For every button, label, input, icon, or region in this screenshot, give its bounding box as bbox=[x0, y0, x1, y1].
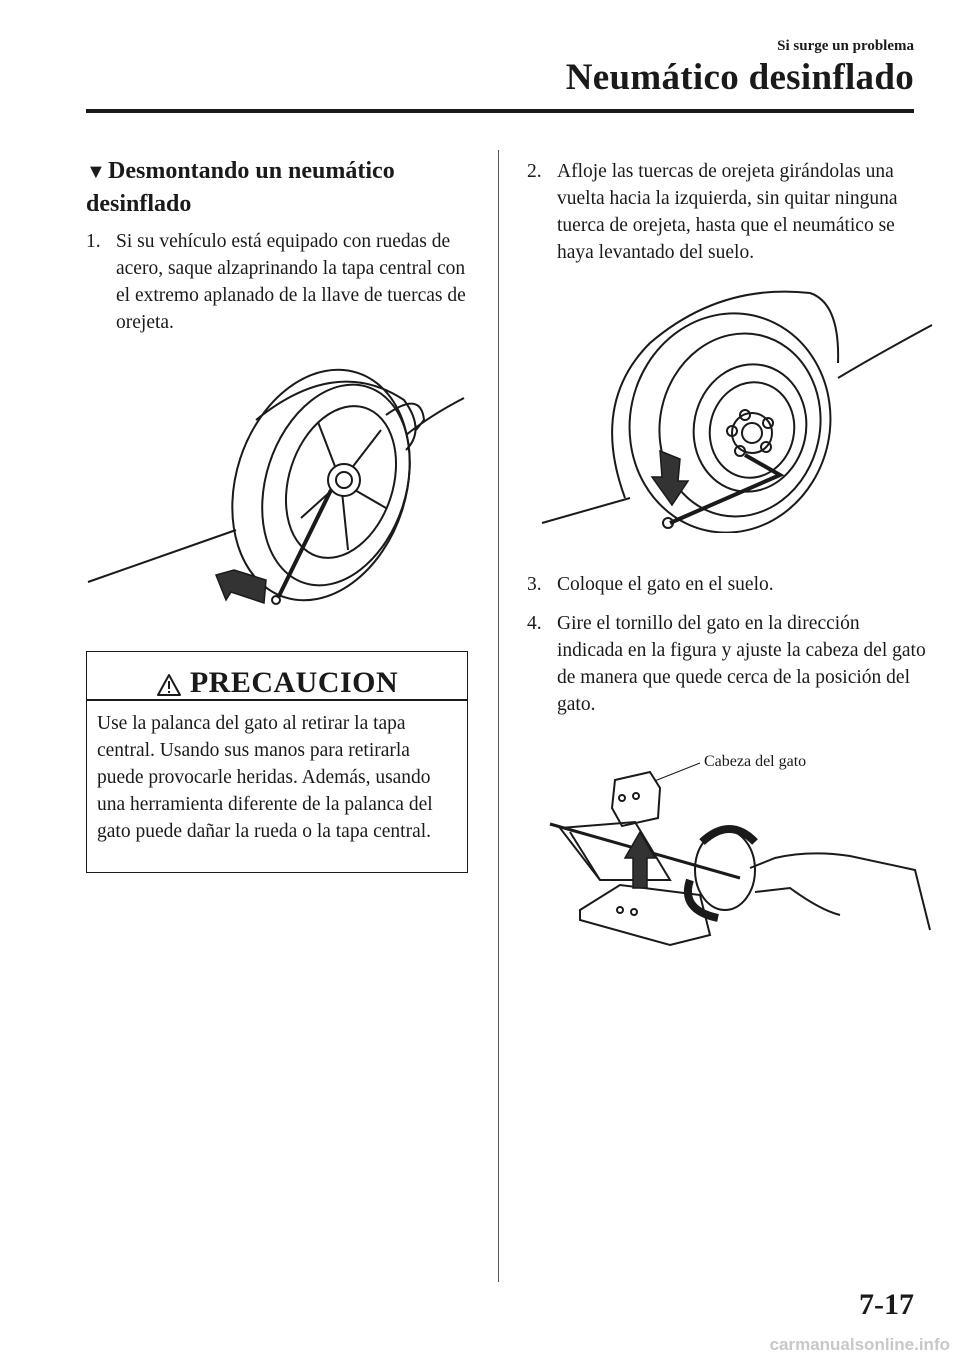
column-divider bbox=[498, 150, 499, 1282]
caution-text: Use la palanca del gato al retirar la tapa central. Usando sus manos para retirarla puede provocarle heridas. Además, usando una herramienta diferente de la palanca del gato puede dañar la rueda o la tapa central. bbox=[97, 713, 433, 842]
section-heading bbox=[86, 155, 466, 220]
jack-head-label: Cabeza del gato bbox=[704, 753, 807, 770]
step-4-number: 4. bbox=[527, 613, 542, 634]
down-triangle-icon: ▼ bbox=[86, 161, 106, 183]
caution-box bbox=[86, 651, 468, 873]
jack-adjustment-figure bbox=[540, 760, 940, 960]
step-4-text: Gire el tornillo del gato en la dirección indicada en la figura y ajuste la cabeza del gato de manera que quede cerca de la posición del gato. bbox=[557, 613, 926, 715]
header-rule bbox=[86, 109, 914, 113]
step-3 bbox=[527, 571, 927, 598]
step-4 bbox=[527, 610, 927, 718]
watermark: carmanualsonline.info bbox=[769, 1335, 950, 1354]
warning-triangle-icon bbox=[156, 673, 182, 697]
caution-title: PRECAUCION bbox=[189, 666, 399, 699]
step-2 bbox=[527, 158, 927, 266]
step-1-text: Si su vehículo está equipado con ruedas de acero, saque alzaprinando la tapa central con el extremo aplanado de la llave de tuercas de orejeta. bbox=[116, 231, 466, 333]
page-title: Neumático desinflado bbox=[565, 57, 914, 98]
step-2-number: 2. bbox=[527, 161, 542, 182]
caution-divider bbox=[86, 699, 468, 701]
lug-nut-loosening-figure bbox=[540, 283, 940, 533]
step-2-text: Afloje las tuercas de orejeta girándolas una vuelta hacia la izquierda, sin quitar ninguna tuerca de orejeta, hasta que el neumático se haya levantado del suelo. bbox=[557, 161, 898, 263]
step-1-number: 1. bbox=[86, 231, 101, 252]
step-3-text: Coloque el gato en el suelo. bbox=[557, 574, 774, 595]
caution-heading bbox=[87, 666, 467, 700]
header-section: Si surge un problema bbox=[777, 38, 914, 54]
step-3-number: 3. bbox=[527, 574, 542, 595]
wheel-cap-removal-figure bbox=[86, 360, 476, 610]
page-number: 7-17 bbox=[859, 1288, 914, 1321]
section-heading-text: Desmontando un neumático desinflado bbox=[86, 158, 395, 217]
step-1 bbox=[86, 228, 476, 336]
